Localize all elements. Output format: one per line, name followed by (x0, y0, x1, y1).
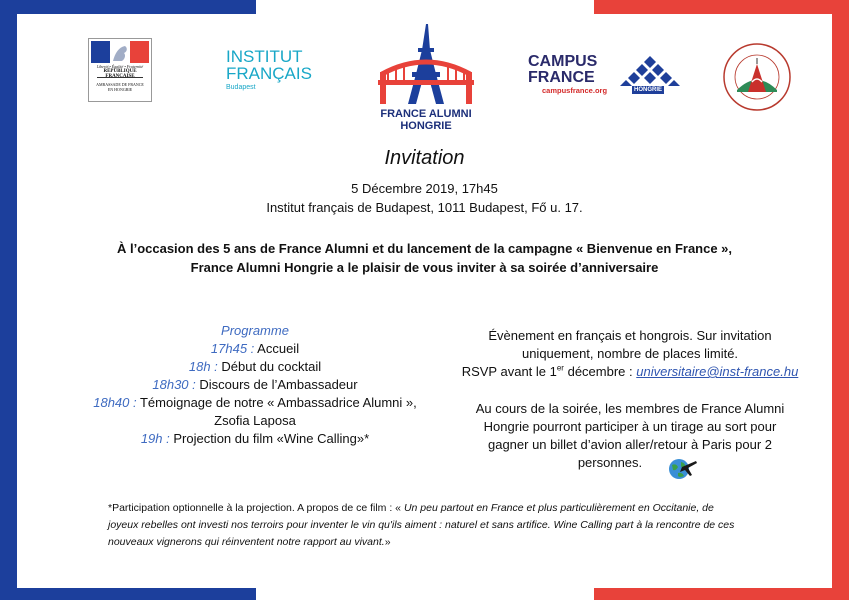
campus-line1: CAMPUS (528, 53, 598, 70)
rsvp-mid: décembre : (563, 364, 637, 379)
info-line1: Évènement en français et hongrois. Sur invitation (488, 328, 772, 343)
invitation-title: Invitation (384, 147, 465, 169)
footnote-line2: joyeux rebelles ont investi nos terroirs pour inventer le vin qu'ils aiment : naturel et sans artifice. Wine Calling part à la rencontre de ces (108, 519, 735, 531)
programme-time: 18h30 : (152, 377, 196, 392)
info-line7 (440, 454, 820, 472)
footnote-line1-italic: Un peu partout en France et plus particulièrement en Occitanie, de (403, 502, 714, 514)
rsvp-line (440, 363, 820, 381)
programme-time: 19h : (140, 431, 170, 446)
programme-label: Discours de l’Ambassadeur (195, 377, 358, 392)
frame-blue-left (0, 0, 17, 600)
marianne-flag-icon (91, 41, 149, 63)
programme-item (60, 340, 450, 358)
frame-red-right (832, 0, 849, 600)
campus-france-logo (528, 48, 688, 98)
institut-line1: INSTITUT (226, 47, 303, 66)
rsvp-email-link[interactable]: universitaire@inst-france.hu (636, 364, 799, 379)
rsvp-prefix: RSVP avant le 1 (461, 364, 557, 379)
info-line6: gagner un billet d’avion aller/retour à Paris pour 2 (487, 437, 772, 452)
institut-line2: FRANÇAIS (226, 64, 312, 83)
frame-red-top (594, 0, 849, 14)
event-date: 5 Décembre 2019, 17h45 (351, 181, 498, 196)
programme-title: Programme (221, 323, 289, 338)
programme-label: Témoignage de notre « Ambassadrice Alumni », (136, 395, 417, 410)
campus-country: HONGRIE (634, 87, 663, 93)
ambassade-line2: EN HONGRIE (107, 87, 133, 92)
institut-francais-logo (226, 48, 316, 91)
programme-label: Début du cocktail (217, 359, 322, 374)
event-venue: Institut français de Budapest, 1011 Budapest, Fő u. 17. (266, 200, 583, 215)
programme-time: 18h40 : (93, 395, 137, 410)
institut-city: Budapest (226, 84, 256, 91)
frame-blue-top (0, 0, 256, 14)
campus-url: campusfrance.org (542, 86, 608, 95)
rsvp-sup: er (556, 363, 564, 373)
footnote-line3-italic: nouveaux vignerons qui réinventent notre rapport au vivant. (108, 536, 385, 548)
ambassade-line1: AMBASSADE DE FRANCE (96, 82, 144, 87)
info-line7-text: personnes. (577, 455, 643, 470)
campus-line2: FRANCE (528, 69, 595, 86)
programme-item (60, 358, 450, 376)
programme-item (60, 430, 450, 448)
frame-blue-bottom (0, 588, 256, 600)
info-line5: Hongrie pourront participer à un tirage au sort pour (483, 419, 777, 434)
ambassade-divider (97, 77, 143, 78)
eiffel-bridge-icon (378, 20, 474, 108)
lead-line2: France Alumni Hongrie a le plaisir de vous inviter à sa soirée d’anniversaire (190, 260, 659, 275)
programme-item (60, 412, 450, 430)
footnote-line3 (108, 534, 808, 551)
alumni-line2: HONGRIE (400, 120, 452, 132)
anciens-seal-logo (722, 42, 792, 112)
alumni-line1: FRANCE ALUMNI (380, 108, 472, 120)
programme-label: Zsofia Laposa (214, 413, 296, 428)
programme-label: Accueil (254, 341, 300, 356)
footnote-line1-normal: *Participation optionnelle à la projection. A propos de ce film : « (108, 502, 404, 514)
programme-time: 17h45 : (210, 341, 255, 356)
programme-item (60, 394, 450, 412)
lead-line1: À l’occasion des 5 ans de France Alumni et du lancement de la campagne « Bienvenue en France », (116, 241, 733, 256)
campus-pyramid-icon (614, 54, 686, 88)
ambassade-republique: RÉPUBLIQUE (103, 69, 137, 74)
seal-icon (722, 42, 792, 112)
info-line2: uniquement, nombre de places limité. (521, 346, 739, 361)
ambassade-motto: Liberté • Égalité • Fraternité (96, 64, 144, 69)
programme-item (60, 376, 450, 394)
globe-plane-icon (666, 455, 698, 481)
footnote-line1 (108, 500, 808, 517)
info-line4: Au cours de la soirée, les membres de France Alumni (475, 401, 785, 416)
ambassade-logo (88, 38, 152, 102)
frame-red-bottom (594, 588, 849, 600)
footnote-line3-end: » (384, 536, 391, 548)
france-alumni-logo (378, 20, 474, 132)
programme-label: Projection du film «Wine Calling»* (169, 431, 370, 446)
programme-time: 18h : (188, 359, 218, 374)
